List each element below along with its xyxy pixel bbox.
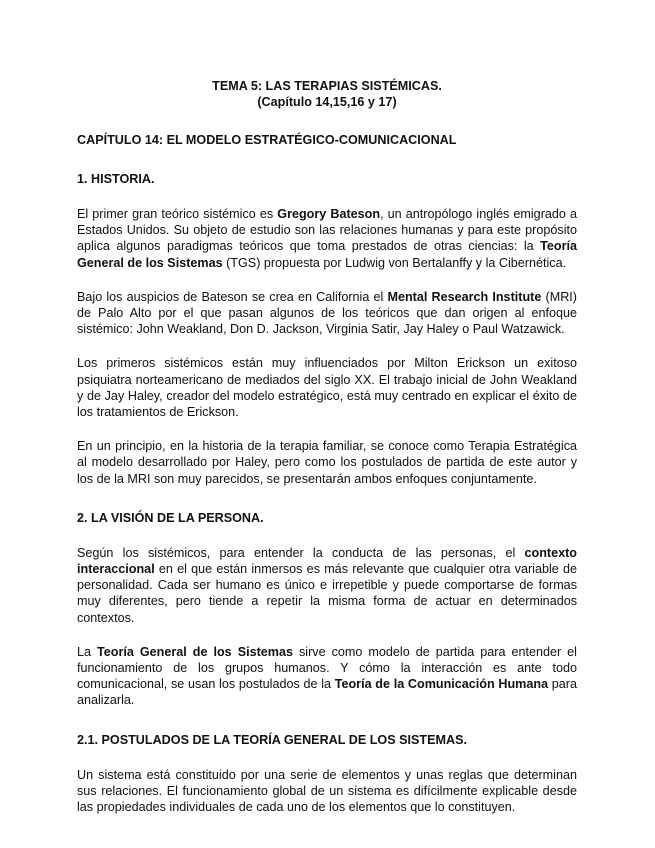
paragraph-sistema: Un sistema está constituido por una serie de elementos y unas reglas que determinan sus relaciones. El funcionamiento global de un sistema es difícilmente explicable desde las propiedades individuales de cada uno de los elementos que lo constituyen. <box>77 767 577 814</box>
bold-term: Teoría General de los Sistemas <box>77 239 577 270</box>
paragraph-tgs: La Teoría General de los Sistemas sirve como modelo de partida para entender el funcionamiento de los grupos humanos. Y cómo la interacción es ante todo comunicacional, se usan los postulados de la Teoría de la Comunicación Humana para analizarla. <box>77 644 577 708</box>
bold-term: contexto interaccional <box>77 545 577 577</box>
paragraph-terapia-estrategica: En un principio, en la historia de la terapia familiar, se conoce como Terapia Estratégica al modelo desarrollado por Haley, pero como los postulados de partida de este autor y los de la MRI son muy parecidos, se presentarán ambos enfoques conjuntamente. <box>77 439 577 486</box>
bold-term: Gregory Bateson <box>277 207 381 221</box>
section-heading-postulados: 2.1. POSTULADOS DE LA TEORÍA GENERAL DE LOS SISTEMAS. <box>77 732 467 747</box>
title-line-1: TEMA 5: LAS TERAPIAS SISTÉMICAS. <box>212 79 442 93</box>
paragraph-mri: Bajo los auspicios de Bateson se crea en California el Mental Research Institute (MRI) de Palo Alto por el que pasan algunos de los teóricos que dan origen al enfoque sistémico: John Weakland, Don D. Jackson, Virginia Satir, Jay Haley o Paul Watzawick. <box>77 289 577 337</box>
document-title <box>77 78 577 110</box>
bold-term: Teoría de la Comunicación Humana <box>334 677 549 692</box>
section-heading-historia: 1. HISTORIA. <box>77 172 155 186</box>
paragraph-contexto: Según los sistémicos, para entender la conducta de las personas, el contexto interaccional en el que están inmersos es más relevante que cualquier otra variable de personalidad. Cada ser humano es único e irrepetible y puede comportarse de formas muy diferentes, pero tiende a repetir la misma forma de actuar en determinados contextos. <box>77 545 577 625</box>
bold-term: Mental Research Institute <box>387 289 542 304</box>
title-line-2: (Capítulo 14,15,16 y 17) <box>257 95 397 109</box>
section-heading-vision-persona: 2. LA VISIÓN DE LA PERSONA. <box>77 510 264 525</box>
chapter-heading: CAPÍTULO 14: EL MODELO ESTRATÉGICO-COMUNICACIONAL <box>77 133 457 147</box>
paragraph-bateson: El primer gran teórico sistémico es Gregory Bateson, un antropólogo inglés emigrado a Estados Unidos. Su objeto de estudio son las relaciones humanas y para este propósito aplica algunos paradigmas teóricos que toma prestados de otras ciencias: la Teoría General de los Sistemas (TGS) propuesta por Ludwig von Bertalanffy y la Cibernética. <box>77 207 578 270</box>
bold-term: Teoría General de los Sistemas <box>97 644 293 659</box>
paragraph-erickson: Los primeros sistémicos están muy influenciados por Milton Erickson un exitoso psiquiatra norteamericano de mediados del siglo XX. El trabajo inicial de John Weakland y de Jay Haley, creador del modelo estratégico, está muy centrado en explicar el éxito de los tratamientos de Erickson. <box>77 356 577 420</box>
